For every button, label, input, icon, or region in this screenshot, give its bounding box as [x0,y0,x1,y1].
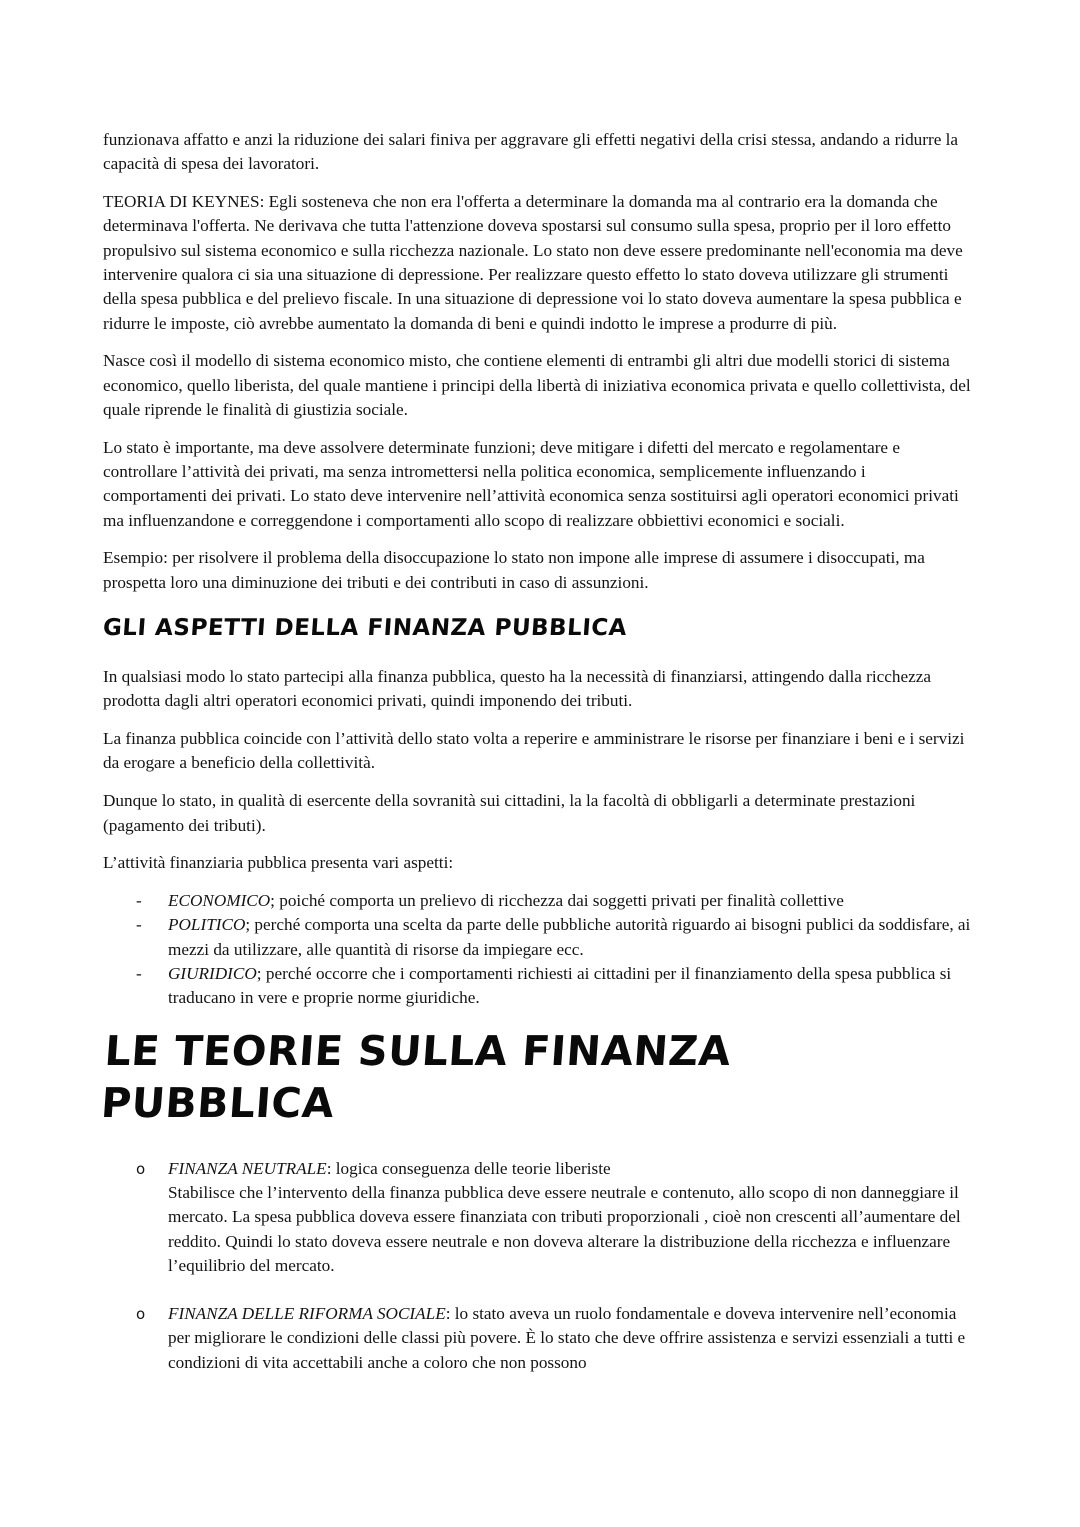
aspect-term: POLITICO [168,915,246,935]
paragraph-esempio: Esempio: per risolvere il problema della disoccupazione lo stato non impone alle imprese di assumere i disoccupati, ma prospetta loro una diminuzione dei tributi e dei contributi in caso di assunzioni. [103,548,925,592]
list-item [103,913,973,962]
document-page [99,128,973,1399]
teorie-list [103,1157,973,1375]
list-item [103,1157,973,1278]
aspect-term: GIURIDICO [168,964,257,984]
dash-bullet: - [136,915,142,935]
paragraph-sovranita: Dunque lo stato, in qualità di esercente della sovranità sui cittadini, la la facoltà di obbligarli a determinate prestazioni (pagamento dei tributi). [103,791,916,835]
paragraph-sistema-misto: Nasce così il modello di sistema economico misto, che contiene elementi di entrambi gli altri due modelli storici di sistema economico, quello liberista, del quale mantiene i principi della libertà di iniziativa economica privata e quello collettivista, del quale riprende le finalità di giustizia sociale. [103,351,971,419]
theory-lead: : lo stato aveva un ruolo fondamentale e doveva intervenire nell’economia per migliorare le condizioni delle classi più povere. È lo stato che deve offrire assistenza e servizi essenziali a tutti e condizioni di vita accettabili anche a coloro che non possono [168,1304,966,1372]
paragraph-ruolo-stato: Lo stato è importante, ma deve assolvere determinate funzioni; deve mitigare i difetti del mercato e regolamentare e controllare l’attività dei privati, ma senza intromettersi nella politica economica, semplicemente influenzando i comportamenti dei privati. Lo stato deve intervenire nell’attività economica senza sostituirsi agli operatori economici privati ma influenzandone e correggendone i comportamenti allo scopo di realizzare obbiettivi economici e sociali. [103,437,959,530]
paragraph-definizione: La finanza pubblica coincide con l’attività dello stato volta a reperire e amministrare le risorse per finanziare i beni e i servizi da erogare a beneficio della collettività. [103,729,965,773]
aspect-text: ; perché occorre che i comportamenti richiesti ai cittadini per il finanziamento della spesa pubblica si traducano in vere e proprie norme giuridiche. [168,964,952,1008]
aspect-text: ; perché comporta una scelta da parte delle pubbliche autorità riguardo ai bisogni publici da soddisfare, ai mezzi da utilizzare, alle quantità di risorse da impiegare ecc. [168,915,971,959]
dash-bullet: - [136,891,142,911]
aspetti-list [103,889,973,1010]
paragraph-vari-aspetti: L’attività finanziaria pubblica presenta vari aspetti: [103,853,454,873]
list-item [103,962,973,1011]
list-item [103,1302,973,1375]
aspect-term: ECONOMICO [168,891,271,911]
paragraph-crisis-end: funzionava affatto e anzi la riduzione dei salari finiva per aggravare gli effetti negativi della crisi stessa, andando a ridurre la capacità di spesa dei lavoratori. [103,130,959,174]
heading-aspetti: GLI ASPETTI DELLA FINANZA PUBBLICA [102,615,628,642]
aspect-text: ; poiché comporta un prelievo di ricchezza dai soggetti privati per finalità collettive [270,891,844,911]
theory-body: Stabilisce che l’intervento della finanza pubblica deve essere neutrale e contenuto, allo scopo di non danneggiare il mercato. La spesa pubblica doveva essere finanziata con tributi proporzionali , cioè non crescenti all’aumentare del reddito. Quindi lo stato doveva essere neutrale e non doveva alterare la distribuzione della ricchezza e influenzare l’equilibrio del mercato. [168,1182,961,1275]
list-item [103,889,973,913]
heading-teorie: LE TEORIE SULLA FINANZA PUBBLICA [99,1026,733,1127]
theory-term: FINANZA DELLE RIFORMA SOCIALE [168,1304,446,1324]
circle-bullet: o [136,1305,146,1324]
dash-bullet: - [136,964,142,984]
theory-lead: : logica conseguenza delle teorie liberiste [326,1158,611,1178]
paragraph-finanziarsi: In qualsiasi modo lo stato partecipi alla finanza pubblica, questo ha la necessità di finanziarsi, attingendo dalla ricchezza prodotta dagli altri operatori economici privati, quindi imponendo dei tributi. [103,667,932,711]
theory-term: FINANZA NEUTRALE [168,1158,327,1178]
circle-bullet: o [136,1159,146,1178]
paragraph-keynes: TEORIA DI KEYNES: Egli sosteneva che non era l'offerta a determinare la domanda ma al contrario era la domanda che determinava l'offerta. Ne derivava che tutta l'attenzione doveva spostarsi sul consumo sulla spesa, proprio per il loro effetto propulsivo sul sistema economico e sulla ricchezza nazionale. Lo stato non deve essere predominante nell'economia ma deve intervenire qualora ci sia una situazione di depressione. Per realizzare questo effetto lo stato doveva utilizzare gli strumenti della spesa pubblica e del prelievo fiscale. In una situazione di depressione voi lo stato doveva aumentare la spesa pubblica e ridurre le imposte, ciò avrebbe aumentato la domanda di beni e quindi indotto le imprese a produrre di più. [103,192,963,333]
